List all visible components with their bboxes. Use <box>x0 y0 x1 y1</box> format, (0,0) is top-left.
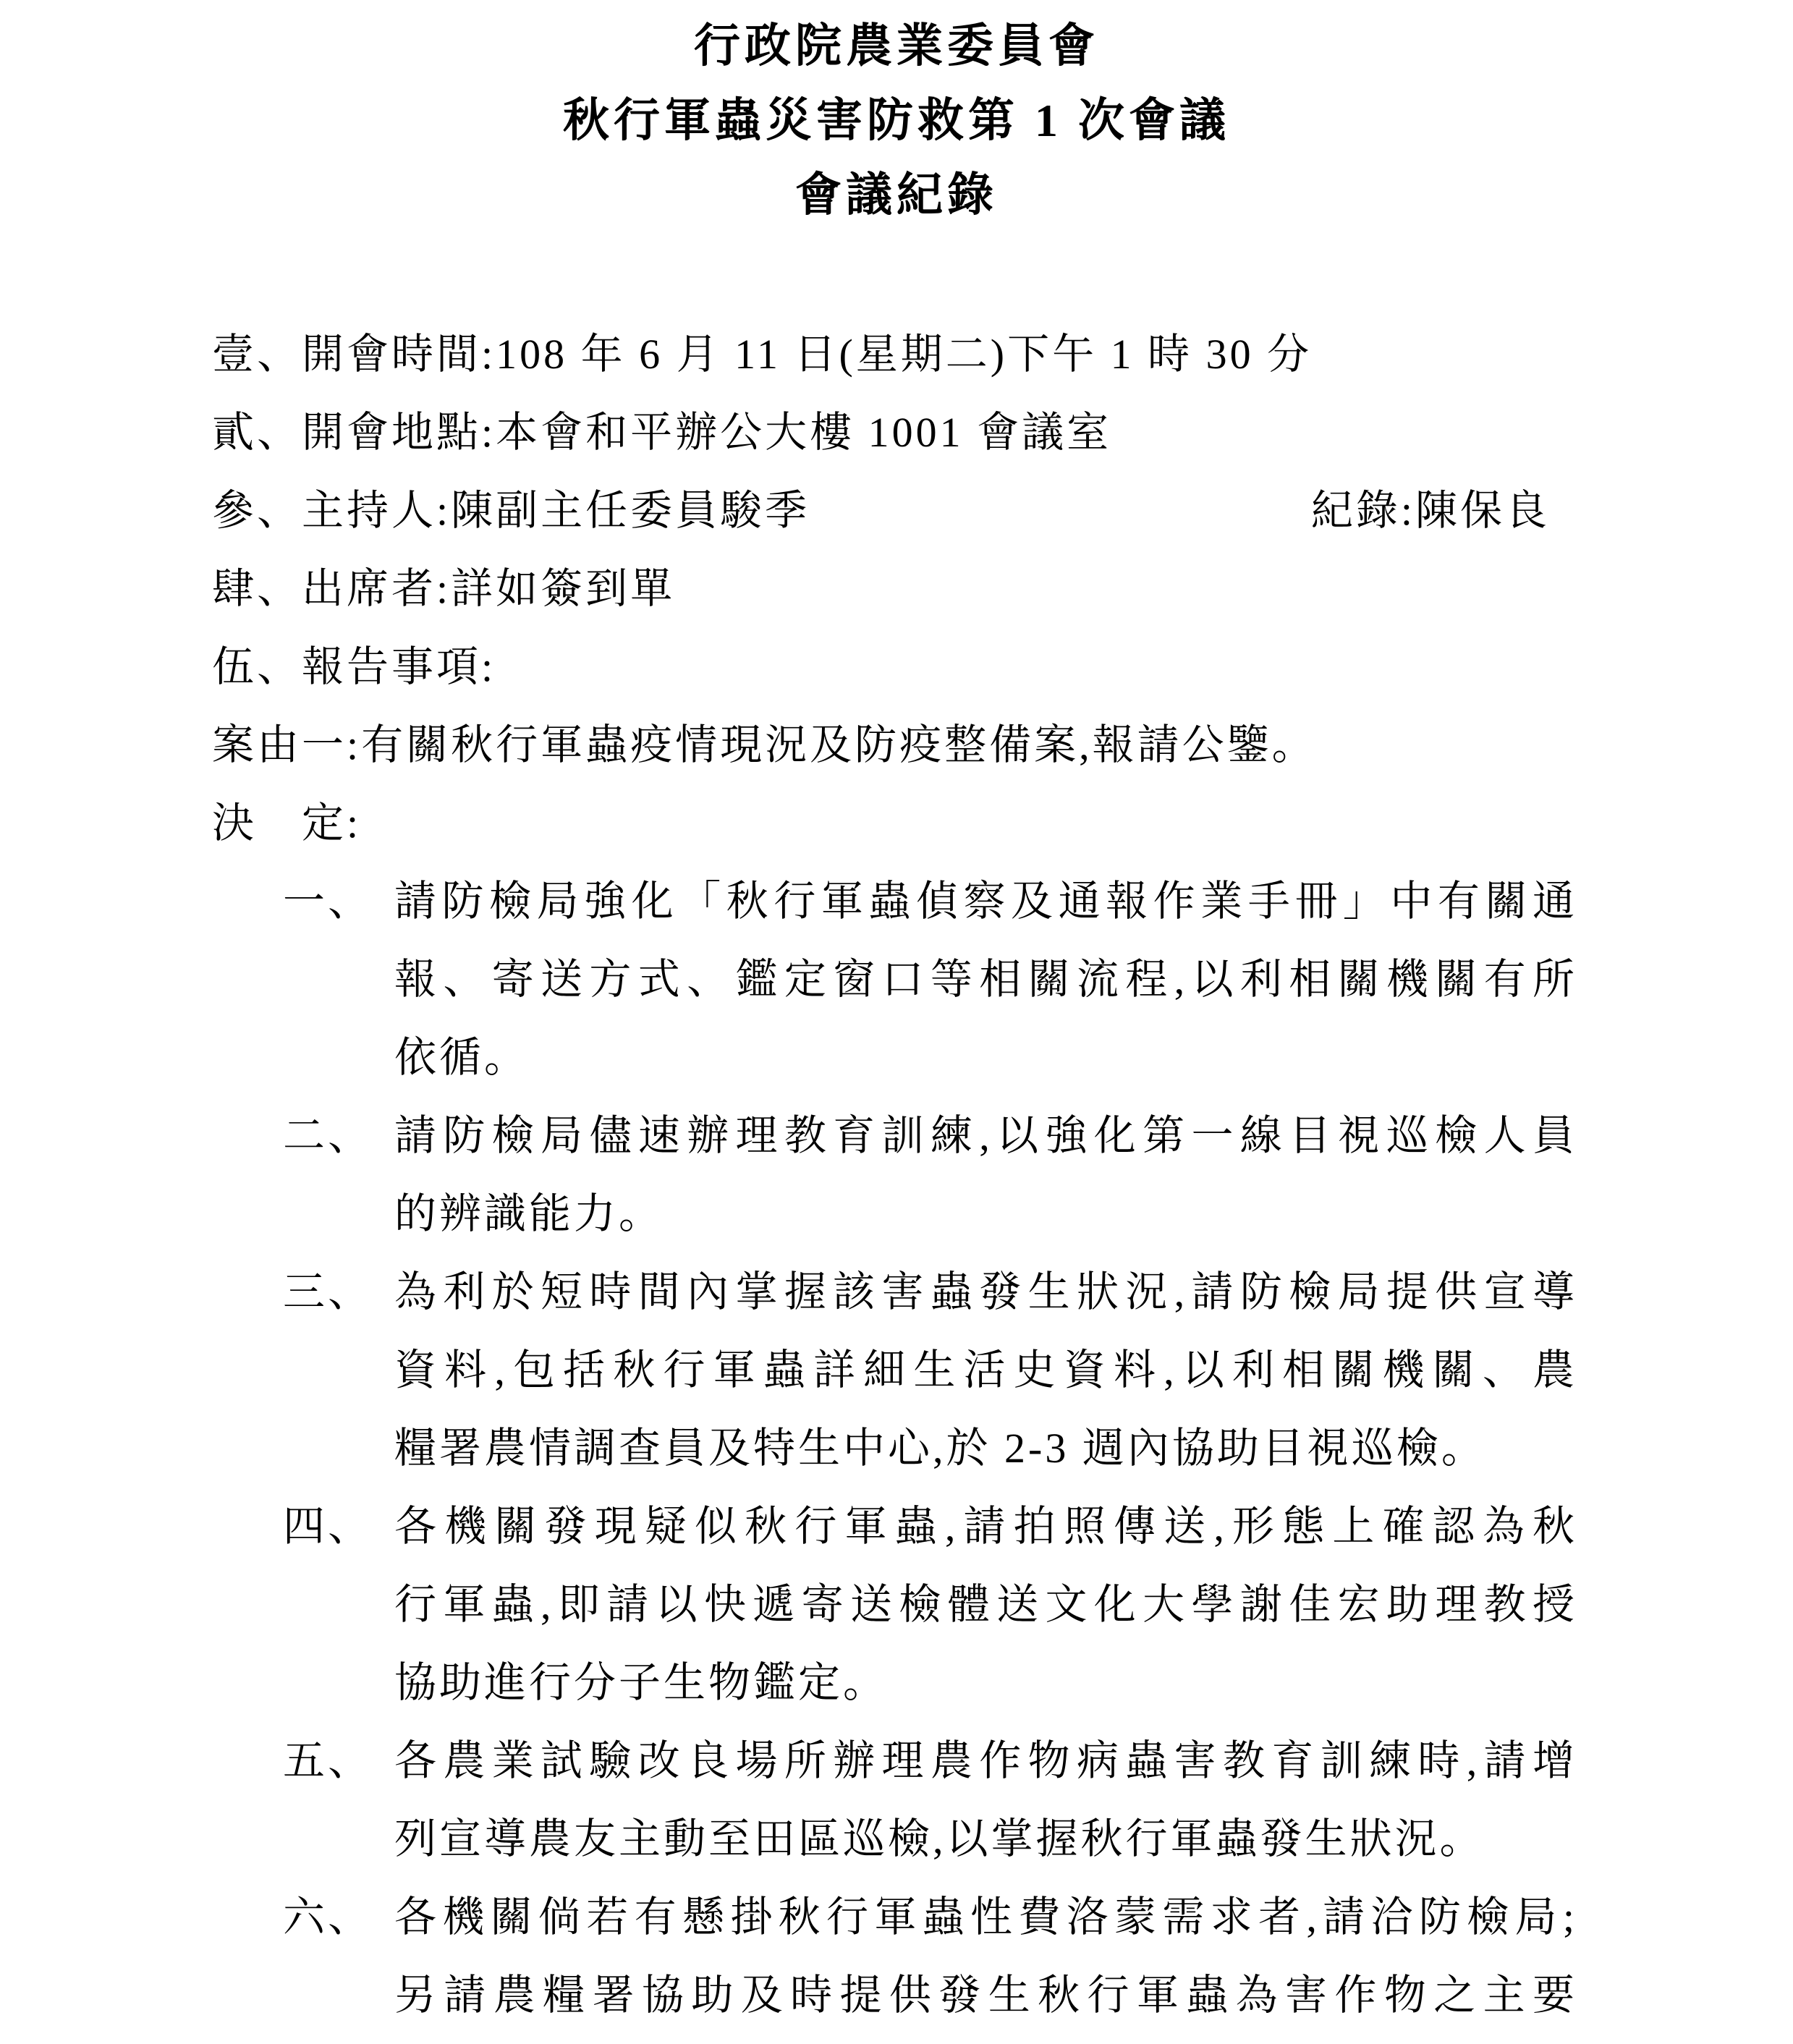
case-label: 案由一: <box>212 721 362 768</box>
case-text: 有關秋行軍蟲疫情現況及防疫整備案,報請公鑒。 <box>361 721 1317 768</box>
decision-number: 一、 <box>283 878 373 925</box>
decision-item-3 <box>283 1253 1577 1488</box>
line-decision-heading: 決 定: <box>212 800 362 847</box>
decision-line: 的辨識能力。 <box>394 1190 664 1237</box>
section-text: 開會時間:108 年 6 月 11 日(星期二)下午 1 時 30 分 <box>302 331 1313 378</box>
section-text: 開會地點:本會和平辦公大樓 1001 會議室 <box>302 409 1112 456</box>
host-text <box>212 472 810 550</box>
section-label: 肆、 <box>212 565 302 612</box>
decision-line: 為利於短時間內掌握該害蟲發生狀況,請防檢局提供宣導 <box>394 1268 1577 1315</box>
section-label: 伍、 <box>212 643 302 690</box>
document-title-block <box>0 0 1793 232</box>
section-text: 報告事項: <box>302 643 496 690</box>
recorder-text: 紀錄:陳保良 <box>1310 487 1550 534</box>
section-text: 出席者:詳如簽到單 <box>302 565 676 612</box>
decision-lines <box>394 1878 1577 2035</box>
decision-item-4 <box>283 1488 1577 1722</box>
decision-lines <box>394 1488 1577 1722</box>
decision-line: 資料,包括秋行軍蟲詳細生活史資料,以利相關機關、農 <box>394 1347 1577 1394</box>
decision-line: 依循。 <box>394 1034 530 1081</box>
decision-line: 各農業試驗改良場所辦理農作物病蟲害教育訓練時,請增 <box>394 1737 1577 1784</box>
decision-item-5 <box>283 1722 1577 1878</box>
decision-number: 五、 <box>283 1737 373 1784</box>
decision-lines <box>394 1253 1577 1488</box>
document-body <box>212 315 1577 2035</box>
section-label: 壹、 <box>212 331 302 378</box>
decision-line: 糧署農情調查員及特生中心,於 2-3 週內協助目視巡檢。 <box>394 1425 1486 1472</box>
decision-item-1 <box>283 862 1577 1097</box>
decision-line: 報、寄送方式、鑑定窗口等相關流程,以利相關機關有所 <box>394 956 1577 1003</box>
section-label: 貳、 <box>212 409 302 456</box>
line-meeting-place <box>212 394 1577 472</box>
section-label: 參、 <box>212 487 302 534</box>
line-attendees <box>212 550 1577 628</box>
line-host <box>212 472 1577 550</box>
decision-item-2 <box>283 1097 1577 1253</box>
doc-title-record: 會議紀錄 <box>795 169 998 221</box>
line-case-1 <box>212 706 1577 784</box>
doc-title-meeting: 秋行軍蟲災害防救第 1 次會議 <box>563 95 1230 146</box>
decision-line: 請防檢局強化「秋行軍蟲偵察及通報作業手冊」中有關通 <box>394 878 1577 925</box>
decision-item-6 <box>283 1878 1577 2035</box>
decision-line: 各機關發現疑似秋行軍蟲,請拍照傳送,形態上確認為秋 <box>394 1503 1577 1550</box>
decision-line: 列宣導農友主動至田區巡檢,以掌握秋行軍蟲發生狀況。 <box>394 1815 1485 1862</box>
decision-number: 三、 <box>283 1268 373 1315</box>
decision-line: 協助進行分子生物鑑定。 <box>394 1659 889 1706</box>
decision-line: 請防檢局儘速辦理教育訓練,以強化第一線目視巡檢人員 <box>394 1112 1577 1159</box>
decision-lines <box>394 1097 1577 1253</box>
section-text: 主持人:陳副主任委員駿季 <box>302 487 810 534</box>
decision-lines <box>394 1722 1577 1878</box>
decision-line: 行軍蟲,即請以快遞寄送檢體送文化大學謝佳宏助理教授 <box>394 1581 1577 1628</box>
decision-line: 各機關倘若有懸掛秋行軍蟲性費洛蒙需求者,請洽防檢局; <box>394 1894 1577 1941</box>
decision-line: 另請農糧署協助及時提供發生秋行軍蟲為害作物之主要 <box>394 1972 1577 2019</box>
line-meeting-time <box>212 315 1577 394</box>
doc-title-org: 行政院農業委員會 <box>694 20 1099 72</box>
decision-number: 六、 <box>283 1894 373 1941</box>
decision-lines <box>394 862 1577 1097</box>
decision-number: 二、 <box>283 1112 373 1159</box>
decision-number: 四、 <box>283 1503 373 1550</box>
line-report-items <box>212 628 1577 706</box>
